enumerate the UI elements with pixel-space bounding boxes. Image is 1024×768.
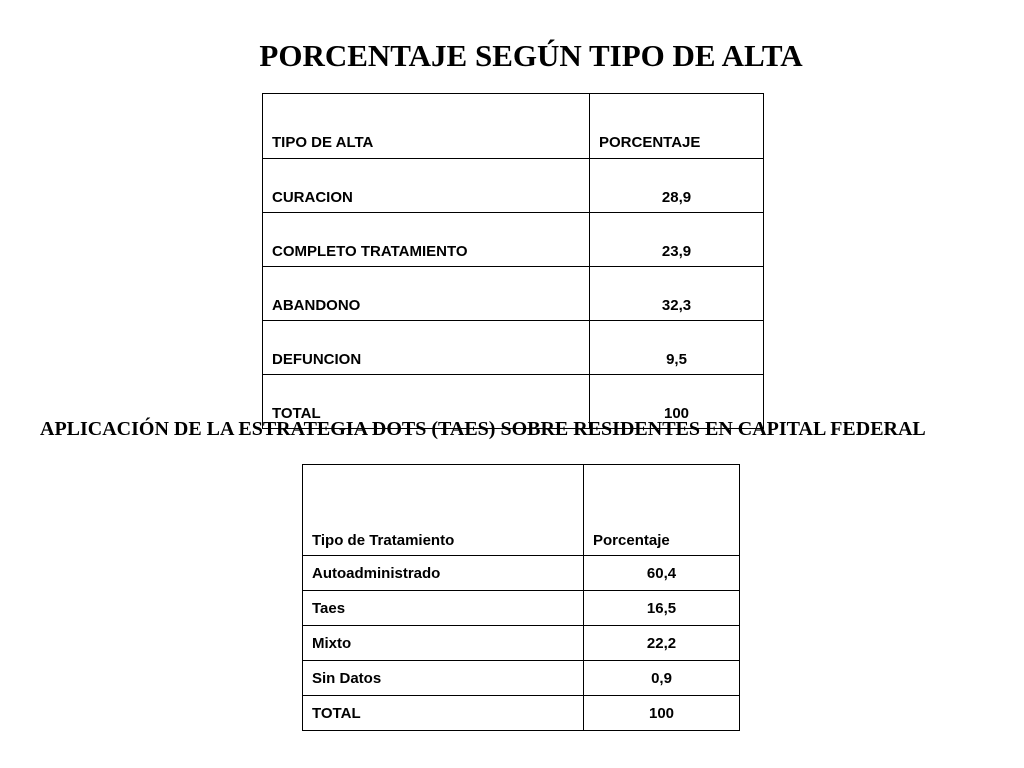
table-row <box>263 213 764 267</box>
row-label: Taes <box>303 591 584 626</box>
row-value: 100 <box>584 696 740 731</box>
table-row <box>303 591 740 626</box>
table-header-row <box>263 94 764 159</box>
row-label: Sin Datos <box>303 661 584 696</box>
row-label: Autoadministrado <box>303 556 584 591</box>
row-label: DEFUNCION <box>263 321 590 375</box>
row-label: TOTAL <box>263 375 590 429</box>
row-label: ABANDONO <box>263 267 590 321</box>
table-row <box>303 661 740 696</box>
row-label: CURACION <box>263 159 590 213</box>
row-value: 100 <box>590 375 764 429</box>
row-label: Mixto <box>303 626 584 661</box>
column-header-porcentaje: PORCENTAJE <box>590 94 764 159</box>
row-value: 23,9 <box>590 213 764 267</box>
column-header-tipo-de-tratamiento: Tipo de Tratamiento <box>303 465 584 556</box>
row-value: 16,5 <box>584 591 740 626</box>
row-label: TOTAL <box>303 696 584 731</box>
row-value: 28,9 <box>590 159 764 213</box>
table-row <box>303 626 740 661</box>
treatment-type-table <box>302 464 740 731</box>
row-value: 0,9 <box>584 661 740 696</box>
row-value: 32,3 <box>590 267 764 321</box>
row-label: COMPLETO TRATAMIENTO <box>263 213 590 267</box>
row-value: 9,5 <box>590 321 764 375</box>
column-header-porcentaje: Porcentaje <box>584 465 740 556</box>
table-header-row <box>303 465 740 556</box>
table-row <box>303 556 740 591</box>
section-subtitle: APLICACIÓN DE LA ESTRATEGIA DOTS (TAES) SOBRE RESIDENTES EN CAPITAL FEDERAL <box>40 418 926 440</box>
column-header-tipo-de-alta: TIPO DE ALTA <box>263 94 590 159</box>
table-row <box>263 267 764 321</box>
row-value: 22,2 <box>584 626 740 661</box>
page-title: PORCENTAJE SEGÚN TIPO DE ALTA <box>259 38 803 73</box>
table-row <box>263 321 764 375</box>
row-value: 60,4 <box>584 556 740 591</box>
table-row-total <box>303 696 740 731</box>
alta-type-table <box>262 93 764 429</box>
table-row <box>263 159 764 213</box>
